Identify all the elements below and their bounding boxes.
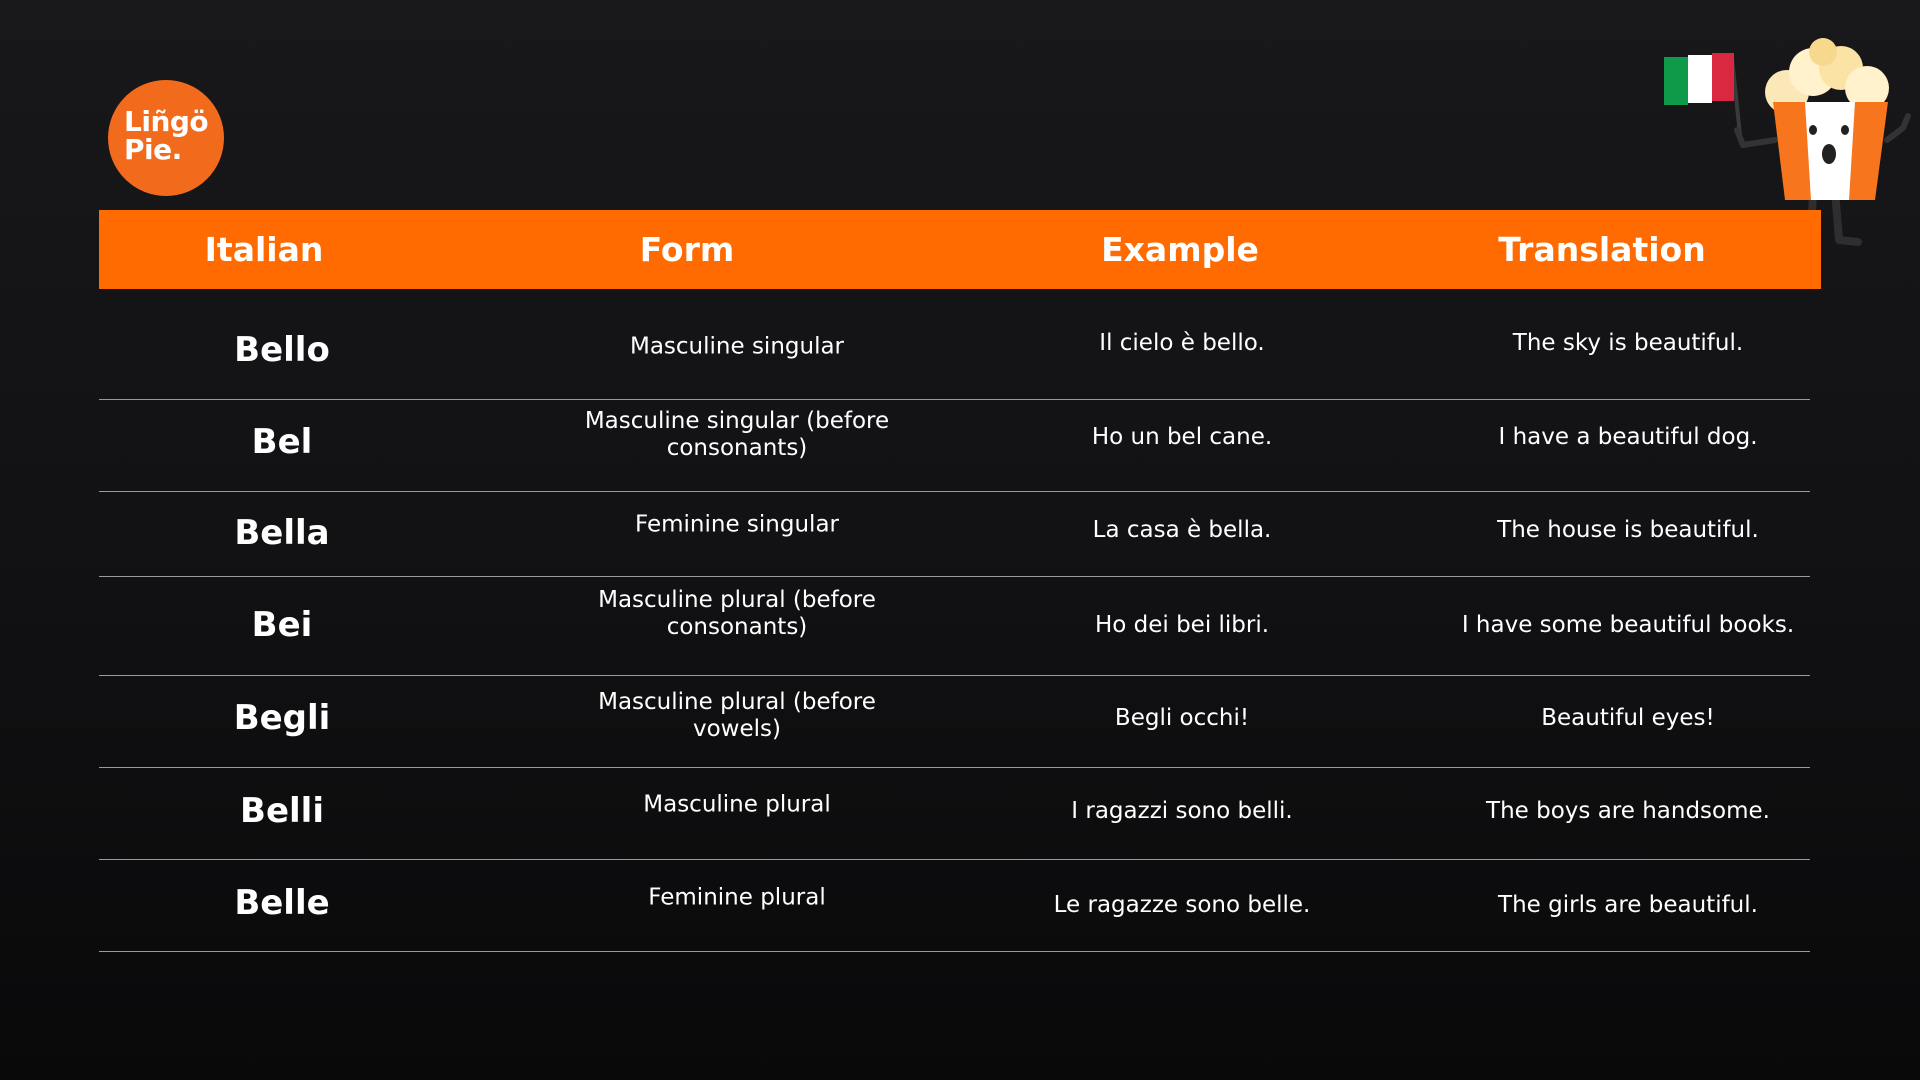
table-row xyxy=(99,290,1810,400)
example-cell: Ho un bel cane. xyxy=(1091,424,1273,450)
lingopie-logo xyxy=(108,80,224,196)
translation-cell: I have a beautiful dog. xyxy=(1498,424,1758,450)
form-cell: Masculine plural (before consonants) xyxy=(598,587,876,640)
form-cell: Masculine singular xyxy=(629,333,845,360)
row-divider xyxy=(99,951,1810,952)
translation-cell: The house is beautiful. xyxy=(1497,517,1759,543)
column-header-form: Form xyxy=(639,230,735,269)
column-header-translation: Translation xyxy=(1498,230,1706,269)
table-row xyxy=(99,676,1810,768)
translation-cell: Beautiful eyes! xyxy=(1541,705,1715,731)
italian-flag-icon xyxy=(1664,53,1734,105)
example-cell: Le ragazze sono belle. xyxy=(1053,892,1311,918)
italian-word: Belle xyxy=(234,883,330,923)
form-cell: Masculine plural xyxy=(643,791,831,818)
italian-word: Belli xyxy=(240,791,324,831)
example-cell: Begli occhi! xyxy=(1114,705,1250,731)
example-cell: I ragazzi sono belli. xyxy=(1071,798,1293,824)
example-cell: Ho dei bei libri. xyxy=(1094,612,1270,638)
logo-text-line-1: Liñgö xyxy=(124,105,209,138)
table-row xyxy=(99,768,1810,860)
table-row xyxy=(99,400,1810,492)
translation-cell: The sky is beautiful. xyxy=(1512,330,1744,356)
logo-text-line-2: Pie. xyxy=(124,133,182,166)
translation-cell: I have some beautiful books. xyxy=(1461,612,1795,638)
italian-word: Bei xyxy=(251,605,313,645)
form-cell: Feminine singular xyxy=(635,511,839,538)
example-cell: Il cielo è bello. xyxy=(1099,330,1265,356)
italian-word: Bella xyxy=(234,513,330,553)
table-header xyxy=(99,210,1821,289)
italian-word: Bello xyxy=(234,330,330,370)
form-cell: Feminine plural xyxy=(648,884,826,911)
form-cell: Masculine singular (before consonants) xyxy=(584,408,890,461)
table-row xyxy=(99,577,1810,676)
column-header-example: Example xyxy=(1101,230,1259,269)
table-row xyxy=(99,860,1810,952)
italian-word: Bel xyxy=(251,422,313,462)
example-cell: La casa è bella. xyxy=(1092,517,1272,543)
form-cell: Masculine plural (before vowels) xyxy=(598,689,876,742)
translation-cell: The girls are beautiful. xyxy=(1498,892,1758,918)
italian-word: Begli xyxy=(233,698,331,738)
column-header-italian: Italian xyxy=(204,230,324,269)
translation-cell: The boys are handsome. xyxy=(1486,798,1770,824)
table-row xyxy=(99,492,1810,577)
